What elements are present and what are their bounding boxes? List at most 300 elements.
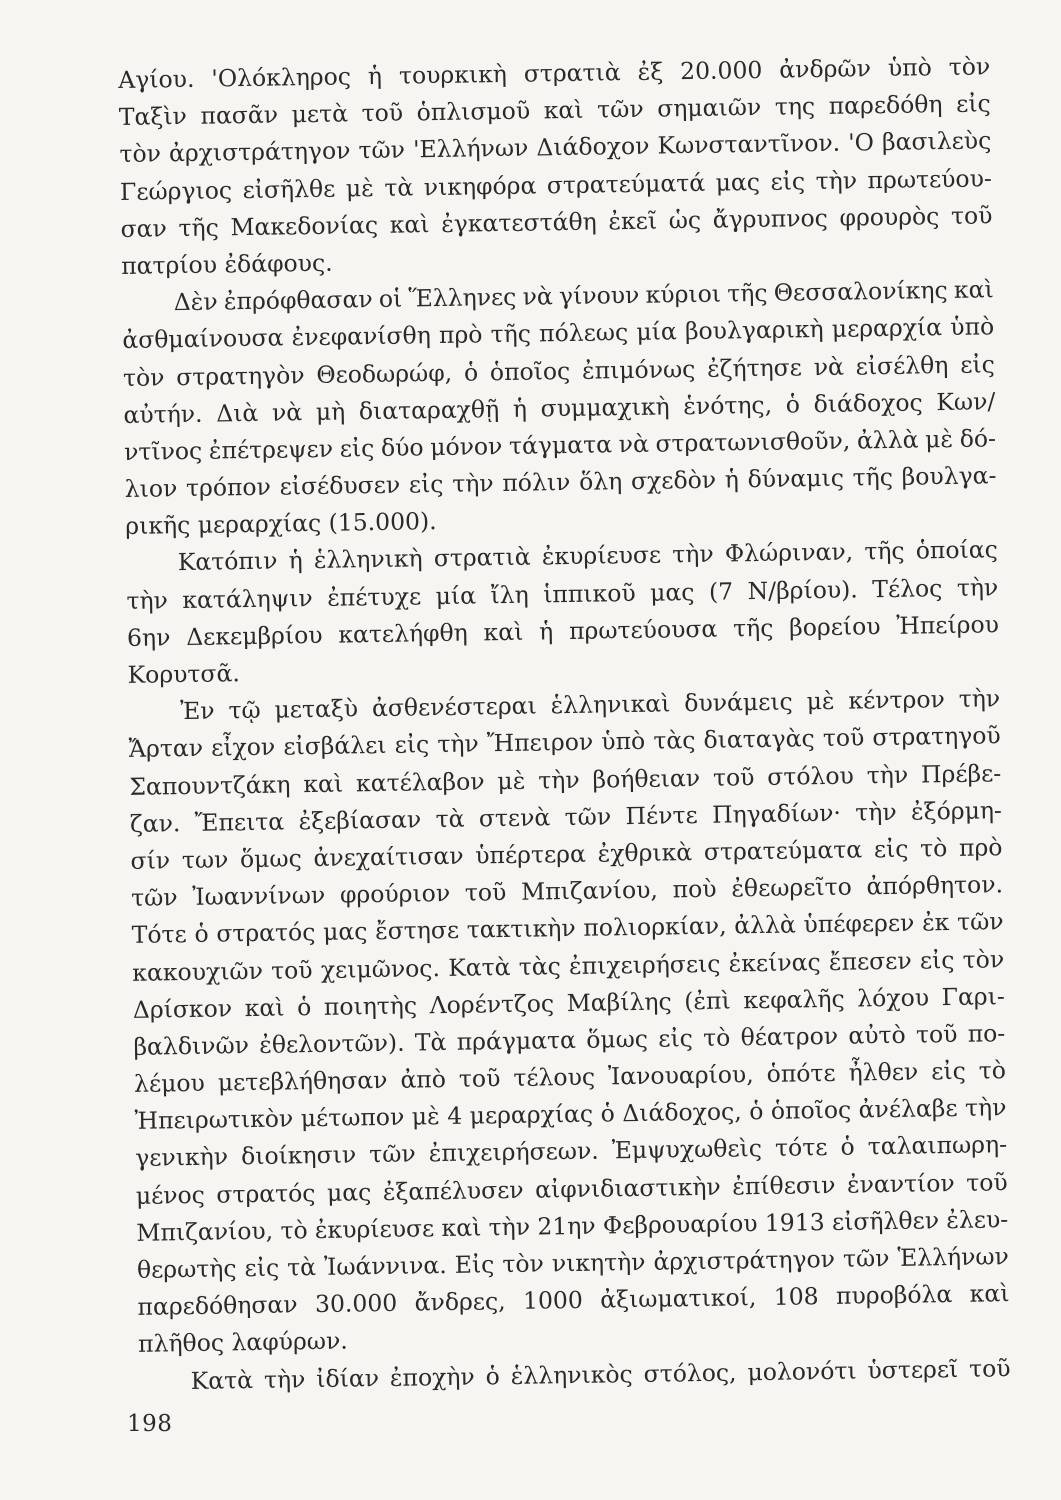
word: καὶ	[244, 993, 285, 1022]
word: πόλιν	[502, 468, 571, 498]
word: βουλγα-	[901, 461, 997, 491]
word: ἐναντίον	[846, 1168, 955, 1199]
word: αὐτήν.	[123, 399, 203, 429]
word: νικηφόρα	[423, 171, 537, 201]
word: ἄνδρες,	[414, 1287, 506, 1317]
word: 30.000	[314, 1288, 398, 1319]
word: Θεσσαλονίκης	[773, 276, 948, 307]
word: πόλεως	[538, 318, 629, 348]
word: τοῦ	[915, 1019, 958, 1049]
word: Δρίσκον	[132, 994, 233, 1024]
word: ζαν.	[129, 808, 181, 838]
word: τοῦ	[270, 955, 313, 985]
word: τότε	[774, 1133, 828, 1163]
word: μας	[322, 917, 368, 947]
word: 6ην	[126, 623, 171, 652]
word: βορείου	[788, 611, 881, 642]
word: κατέλαβον	[355, 766, 485, 797]
word: ἐθελοντῶν).	[258, 1028, 405, 1059]
word: Φλώριναν,	[724, 537, 854, 568]
word: ἡ	[288, 546, 303, 575]
word: ἐπέτρεψεν	[208, 434, 334, 465]
word: ἀρχιστράτηγον	[653, 1244, 836, 1276]
word: ἐθεωρεῖτο	[731, 872, 852, 903]
word: ἐξ	[637, 57, 664, 86]
word: ὅλη	[578, 467, 623, 496]
word: τῆς	[864, 537, 905, 566]
word: ἀρχιστράτηγον	[168, 136, 351, 168]
word: τῶν	[369, 1139, 416, 1169]
word: ἡ	[512, 394, 528, 423]
word: διαταραχθῇ	[358, 394, 500, 425]
word: τὴν	[538, 765, 580, 795]
word: ὁ	[840, 1133, 855, 1162]
word: τὸν	[119, 139, 162, 169]
word: ἡ	[367, 61, 383, 91]
word: Σαπουντζάκη	[129, 769, 291, 801]
word: της	[774, 92, 816, 121]
word: Ἐμψυχωθεὶς	[611, 1134, 763, 1165]
word: ἐπίθεσιν	[732, 1170, 836, 1201]
word: (7	[708, 577, 734, 606]
word: εἰς	[339, 433, 375, 463]
word: ἦλθεν	[848, 1057, 919, 1087]
word: 'Ο	[847, 128, 875, 157]
word: ἐξεβίασαν	[298, 805, 422, 836]
word: τοῦ	[968, 1353, 1011, 1383]
word: χειμῶνος.	[320, 953, 441, 984]
word: 'Ελλήνων	[412, 133, 529, 164]
word: 'Ολόκληρος	[211, 62, 352, 93]
word: ἐζήτησε	[706, 352, 803, 383]
word: τὸ	[978, 1056, 1007, 1085]
word: εἰς	[959, 349, 995, 379]
word: πρὸ	[958, 833, 1003, 862]
word: (ἐπὶ	[684, 986, 731, 1015]
word: ὁ	[296, 992, 312, 1021]
word: τῶν	[564, 802, 612, 831]
word: σίν	[130, 846, 171, 875]
word: ἑνότης,	[683, 390, 773, 420]
word: μεραρχίας	[469, 1099, 594, 1130]
word: στρατιὰ	[523, 58, 621, 88]
word: δό-	[959, 424, 997, 453]
word: Ἰανουαρίου,	[607, 1060, 754, 1091]
word: ἄγρυπνος	[712, 203, 829, 234]
word: Κατὰ	[190, 1365, 254, 1395]
word: κακουχιῶν	[132, 956, 264, 987]
word: καὶ	[953, 275, 994, 305]
word: μόνον	[429, 431, 503, 462]
word: τῆς	[178, 213, 219, 242]
word: ἐκ	[921, 908, 950, 937]
word: νὰ	[813, 352, 845, 381]
word: καὶ	[483, 617, 524, 647]
word: δύο	[380, 433, 424, 462]
word: πρωτεύουσα	[568, 614, 718, 645]
word: Κατὰ	[447, 952, 511, 982]
word: Ἔπειτα	[194, 807, 285, 837]
word: μὲ	[411, 1102, 440, 1131]
word: ἡ	[538, 617, 554, 646]
word: μετὰ	[291, 99, 349, 129]
word: τὸν	[962, 944, 1005, 974]
word: Γεώργιος	[119, 175, 233, 206]
word: ἔπεσεν	[828, 946, 912, 976]
word: ἀξιωματικοί,	[600, 1283, 757, 1314]
word: Δεκεμβρίου	[185, 620, 323, 651]
word: Ἠπείρου	[896, 610, 1000, 640]
word: τοῦ	[464, 878, 507, 907]
word: τὸ	[280, 1215, 308, 1245]
word: Μακεδονίας	[230, 210, 379, 242]
word: Κων/	[936, 386, 996, 416]
word: τῶν	[130, 883, 178, 913]
word: πασᾶν	[200, 100, 279, 130]
word: σαν	[120, 214, 168, 243]
word: Ταξὶν	[118, 102, 188, 132]
word: Ν/βρίου).	[747, 575, 858, 605]
word: ἀνέλαβε	[858, 1094, 958, 1124]
word: ἀπόρθητον.	[866, 870, 1004, 901]
word: τὸ	[919, 834, 948, 863]
word: ἀσθμαίνουσα	[122, 323, 284, 355]
page-number: 198	[127, 1411, 173, 1437]
word: κατελήφθη	[338, 618, 468, 649]
word: τῶν	[358, 135, 406, 165]
word: τὰ	[384, 172, 414, 202]
word: τοῦ	[361, 98, 404, 128]
word: ὁπότε	[766, 1058, 836, 1088]
word: ὅμως	[239, 844, 302, 874]
word: τακτικὴν	[466, 914, 576, 944]
word: φρούριον	[339, 879, 451, 909]
word: τῷ	[228, 696, 261, 725]
word: Πρέβε-	[920, 758, 1002, 789]
word: ἐπέτυχε	[326, 581, 422, 612]
word: ντῖνος	[123, 436, 203, 466]
word: εἰς	[955, 89, 991, 119]
word: Γαρι-	[941, 981, 1005, 1011]
word: Τότε	[131, 920, 187, 950]
word: εἰς	[873, 834, 909, 864]
word: ἐλευ-	[946, 1204, 1009, 1234]
word: Λορέντζος	[429, 988, 555, 1019]
word: ἐπιμόνως	[581, 354, 696, 385]
word: ἐπιχειρήσεων.	[428, 1137, 599, 1168]
word: τὰς	[518, 951, 561, 981]
word: 1000	[522, 1286, 584, 1315]
word: Θεοδωρώφ,	[316, 358, 453, 389]
word: Αγίου.	[118, 64, 195, 94]
word: ἐκυρίευσε	[541, 540, 662, 571]
word: ἐξόρμη-	[910, 795, 1003, 826]
word: ἐχθρικὰ	[597, 838, 693, 868]
word: τοῦ	[458, 1064, 501, 1093]
word: στρατεύματά	[546, 168, 706, 199]
word: τοῦ	[965, 1167, 1008, 1197]
word: ἑλληνικὴ	[313, 544, 423, 575]
word: τοῦ	[822, 723, 865, 753]
word: σχεδὸν	[630, 465, 717, 496]
word: τὰς	[653, 726, 696, 756]
word: τὴν	[815, 165, 858, 195]
word: ὑπὸ	[950, 312, 995, 342]
word: στρατηγοῦ	[872, 721, 1001, 752]
body-text	[118, 48, 1011, 1400]
word: ὡς	[668, 205, 702, 235]
word: μὲ	[806, 687, 835, 716]
word: ὁποῖος	[770, 1095, 852, 1126]
word: εἶχον	[210, 732, 276, 762]
word: 4	[446, 1101, 463, 1131]
word: τὴν	[672, 540, 714, 569]
word: ἐκυρίευσε	[314, 1213, 435, 1244]
word: ἐνεφανίσθη	[291, 321, 432, 352]
word: εἰσῆλθεν	[831, 1206, 940, 1236]
word: Τὰ	[414, 1027, 447, 1057]
line-text: πατρίου ἐδάφους.	[120, 248, 333, 280]
word: εἰς	[658, 1023, 694, 1053]
word: Φεβρουαρίου	[602, 1208, 758, 1240]
word: βοήθειαν	[592, 763, 701, 794]
word: Ἐν	[179, 696, 215, 726]
word: των	[181, 845, 229, 875]
word: τὴν	[855, 797, 897, 827]
word: ὑπέρτερα	[475, 839, 587, 870]
word: νὰ	[618, 429, 650, 459]
word: μολονότι	[747, 1356, 857, 1386]
word: μεραρχία	[831, 313, 943, 344]
word: ἰδίαν	[316, 1363, 380, 1393]
word: μας	[715, 167, 761, 197]
word: ὁποίας	[915, 535, 998, 565]
word: καὶ	[543, 95, 584, 125]
word: ἡ	[724, 465, 740, 494]
word: στρατηγὸν	[175, 360, 305, 391]
word: λιον	[124, 474, 178, 504]
word: Μπιζανίου,	[136, 1216, 274, 1247]
word: διάδοχος	[813, 388, 923, 418]
word: μὲ	[924, 424, 954, 454]
word: στρατωνισθοῦν,	[655, 426, 851, 458]
word: 108	[773, 1282, 819, 1312]
word: διοίκησιν	[240, 1140, 357, 1171]
word: γενικὴν	[135, 1142, 229, 1173]
word: 1913	[764, 1207, 825, 1237]
word: στενὰ	[478, 803, 551, 833]
word: ποιητὴς	[323, 991, 418, 1021]
word: καὶ	[969, 1279, 1010, 1308]
word: στόλος,	[643, 1358, 737, 1388]
word: μία	[636, 317, 677, 347]
word: τὴν	[263, 1364, 306, 1394]
word: τῶν	[596, 94, 644, 124]
word: φρουρὸς	[839, 201, 940, 232]
word: τὴν	[866, 760, 909, 789]
word: τὴν	[956, 572, 999, 602]
word: ὑπὸ	[887, 53, 932, 82]
word: λόχου	[857, 983, 930, 1013]
word: Κατόπιν	[177, 546, 278, 577]
word: οἱ	[378, 284, 403, 314]
word: μία	[435, 581, 477, 610]
word: βουλγαρικὴ	[684, 315, 824, 346]
word: Ἰωαννίνων	[192, 880, 326, 912]
word: πολιορκίαν,	[583, 911, 727, 943]
word: μεταξὺ	[274, 694, 359, 724]
word: μένος	[135, 1180, 206, 1210]
word: τοῦ	[712, 762, 755, 792]
word: μετεβλήθησαν	[217, 1065, 388, 1097]
word: ὑστερεῖ	[867, 1354, 959, 1384]
word: ὁ	[485, 1361, 501, 1390]
word: μέτωπον	[300, 1102, 405, 1133]
word: τουρκικὴ	[398, 59, 508, 90]
word: Πέντε	[625, 800, 698, 830]
word: τάγματα	[508, 430, 613, 460]
word: 21ην	[537, 1211, 596, 1241]
word: στρατεύματα	[703, 835, 863, 866]
word: τῆς	[490, 319, 532, 349]
word: Κωνσταντῖνον.	[657, 129, 841, 160]
word: πρὸ	[438, 320, 483, 350]
word: καὶ	[389, 209, 430, 239]
word: τῆς	[727, 278, 768, 308]
word: ὁ	[785, 390, 801, 419]
word: μας	[649, 577, 695, 607]
word: ὁ	[463, 357, 479, 387]
word: ὅμως	[585, 1024, 649, 1054]
word: ἐξαπέλυσεν	[382, 1175, 524, 1206]
word: βασιλεὺς	[881, 126, 992, 157]
line-text: πλῆθος λαφύρων.	[137, 1326, 348, 1359]
word: εἰσῆλθε	[242, 174, 336, 204]
word: Διάδοχον	[536, 132, 650, 162]
word: ἀσθενέστεραι	[371, 691, 537, 723]
word: γίνουν	[558, 280, 640, 311]
word: τὰ	[435, 804, 465, 833]
word: στρατός	[216, 918, 316, 948]
word: 20.000	[679, 55, 763, 86]
word: εἰς	[394, 730, 430, 760]
word: παρεδόθησαν	[137, 1290, 298, 1322]
word: τῶν	[956, 907, 1004, 937]
word: δυνάμεις	[684, 687, 793, 718]
word: πρωτεύου-	[867, 163, 993, 194]
word: ἱππικοῦ	[542, 578, 636, 609]
word: ἀλλὰ	[856, 425, 919, 455]
word: θέατρον	[740, 1021, 839, 1052]
word: ἀνδρῶν	[779, 54, 872, 84]
word: καὶ	[303, 769, 344, 798]
word: δύναμις	[747, 463, 845, 494]
word: τὴν	[958, 684, 1001, 714]
word: νικητὴν	[551, 1247, 646, 1278]
word: Τέλος	[872, 573, 943, 603]
word: πυροβόλα	[835, 1280, 953, 1311]
word: τὸν	[502, 1249, 545, 1279]
word: τῆς	[732, 613, 774, 643]
word: ἀλλὰ	[734, 910, 797, 940]
word: συμμαχικὴ	[540, 392, 670, 423]
word: εἰσβάλει	[283, 731, 387, 761]
word: ἑλληνικὸς	[510, 1359, 633, 1390]
word: μὲ	[345, 173, 375, 202]
word: εἰς	[408, 470, 444, 499]
word: λέμου	[133, 1068, 206, 1098]
word: ταλαιπωρη-	[867, 1130, 1008, 1161]
word: πράγματα	[456, 1025, 577, 1056]
word: τὴν	[488, 1212, 531, 1242]
word: ὑπὸ	[601, 727, 646, 756]
word: τὸ	[702, 1023, 731, 1052]
word: ἔστησε	[374, 916, 460, 946]
word: Διάδοχος,	[622, 1097, 742, 1128]
word: ἐπιχειρήσεις	[568, 949, 721, 980]
word: ὁ	[600, 1099, 616, 1128]
word: μας	[326, 1177, 372, 1207]
word: τὴν	[964, 1093, 1007, 1123]
word: τῶν	[842, 1244, 890, 1273]
word: ποὺ	[672, 874, 717, 904]
word: Μπιζανίου,	[520, 875, 659, 906]
word: εἰς	[919, 945, 955, 975]
word: νὰ	[271, 397, 303, 427]
word: τὴν	[126, 585, 169, 615]
word: Εἰς	[454, 1250, 495, 1279]
word: ἴλη	[490, 580, 529, 609]
word: κατάληψιν	[182, 583, 313, 614]
word: ἀνεχαίτισαν	[313, 841, 464, 872]
word: ἐκεῖ	[608, 206, 658, 236]
word: στρατιὰ	[433, 543, 531, 573]
word: ὁποῖος	[489, 356, 571, 386]
word: σημαιῶν	[657, 93, 762, 123]
word: Ἑλλήνων	[897, 1242, 1010, 1272]
word: Ἠπειρωτικὸν	[134, 1104, 294, 1136]
word: τρόπον	[185, 472, 272, 503]
line-text: ρικῆς μεραρχίας (15.000).	[125, 507, 437, 541]
word: ἐποχὴν	[389, 1362, 475, 1392]
word: ἐπρόφθασαν	[223, 285, 373, 316]
word: τὴν	[452, 469, 494, 498]
word: μὲ	[497, 766, 526, 795]
word: κεφαλῆς	[743, 984, 845, 1014]
word: ἀπὸ	[400, 1065, 447, 1094]
word: ἐγκατεστάθη	[440, 207, 597, 238]
word: ἐκείνας	[728, 947, 821, 978]
word: αἰφνιδιαστικὴν	[534, 1172, 721, 1204]
word: εἰς	[930, 1056, 966, 1086]
word: Ἰωάννινα.	[323, 1250, 447, 1281]
word: τῆς	[852, 462, 894, 492]
word: τὸν	[122, 362, 165, 392]
word: τὰ	[286, 1253, 317, 1282]
word: εἰς	[244, 1253, 280, 1283]
word: νὰ	[522, 282, 554, 311]
line-text: Κορυτσᾶ.	[127, 659, 241, 689]
word: Ἕλληνες	[408, 282, 517, 313]
word: ὁπλισμοῦ	[416, 96, 531, 127]
word: Ἄρταν	[128, 734, 204, 764]
word: κύριοι	[645, 279, 722, 309]
word: ὁ	[194, 919, 209, 949]
word: Μαβίλης	[566, 987, 672, 1017]
word: αὐτὸ	[848, 1020, 906, 1050]
word: πο-	[967, 1019, 1006, 1048]
word: Πηγαδίων·	[711, 798, 842, 829]
